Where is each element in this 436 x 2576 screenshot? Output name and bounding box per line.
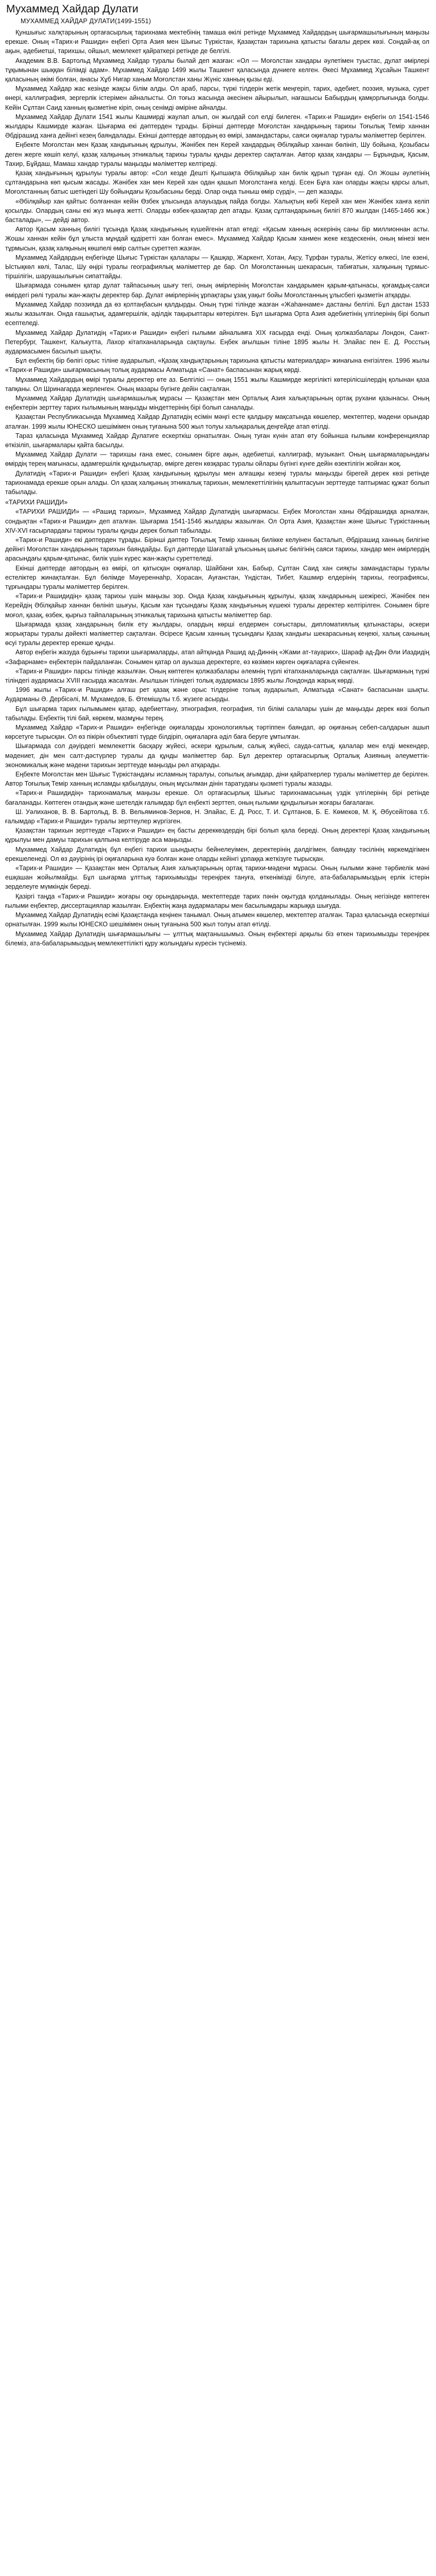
article-paragraph: 1996 жылы «Тарих-и Рашиди» алғаш рет қазақ және орыс тілдеріне толық аударылып, Алматыда «Санат» баспасынан шықты. Аударманы Ә. Дербісәлі, М. Мұхамедов, Б. Өтемішұлы т.б. жүзеге асырды. bbox=[5, 686, 429, 703]
article-title: Мухаммед Хайдар Дулати bbox=[6, 3, 138, 15]
article-paragraph: «Тарих-и Рашидидің» тарихнамалық маңызы ерекше. Ол ортағасырлық Шығыс тарихнамасының үздік үлгілерінің бірі ретінде бағаланады. Көптеген отандық және шетелдік ғалымдар бұл еңбекті зерттеп, оның ғылыми құндылығын жоғары бағалаған. bbox=[5, 789, 429, 806]
article-paragraph: Мұхаммед Хайдардың өмірі туралы деректер өте аз. Белгілісі — оның 1551 жылы Кашмирде жергілікті көтерілісшілердің қолынан қаза тапқаны. Ол Шринагарда жерленген. Оның мазары бүгінге дейін сақталған. bbox=[5, 376, 429, 393]
article-paragraph: «Тарих-и Рашиди» екі дәптерден тұрады. Бірінші дәптер Тоғылық Темір ханның билікке келуінен басталып, Әбдірашид ханның билігіне дейінгі Моғолстан хандарының тарихын баяндайды. Бұл дәптерде Шағатай ұлысының шығыс бөлігінің саяси тарихы, хандар мен әмірлердің арасындағы қарым-қатынас, билік үшін күрес жан-жақты суреттеледі. bbox=[5, 536, 429, 563]
article-paragraph: Қазіргі таңда «Тарих-и Рашиди» жоғары оқу орындарында, мектептерде тарих пәнін оқытуда қолданылады. Оның негізінде көптеген ғылыми еңбектер, диссертациялар жазылған. Еңбектің жаңа аудармалары мен басылымдары жарыққа шығуда. bbox=[5, 892, 429, 909]
article-paragraph: «Тарих-и Рашиди» парсы тілінде жазылған. Оның көптеген қолжазбалары әлемнің түрлі кітапханаларында сақталған. Шығарманың түркі тіліндегі аудармасы XVIII ғасырда жасалған. Ағылшын тіліндегі толық аудармасы 1895 жылы Лондонда жарық көрді. bbox=[5, 667, 429, 685]
article-paragraph: Дулатидің «Тарих-и Рашиди» еңбегі Қазақ хандығының құрылуы мен алғашқы кезеңі туралы маңызды бірегей дерек көзі ретінде тарихнамада ерекше орын алады. Ол қазақ халқының этникалық тарихын, мемлекеттілігінің қалыптасуын зерттеуде таптырмас құжат болып табылады. bbox=[5, 469, 429, 496]
article-paragraph: «ТАРИХИ РАШИДИ» — «Рашид тарихы», Мұхаммед Хайдар Дулатидің шығармасы. Еңбек Моғолстан ханы Әбдірашидқа арналған, сондықтан «Тарих-и Рашиди» деп аталған. Шығарма 1541-1546 жылдары жазылған. Ол Орта Азия, Қазақстан және Шығыс Түркістанның XIV-XVI ғасырлардағы тарихы туралы құнды дерек болып табылады. bbox=[5, 508, 429, 534]
article-paragraph: «Тарих-и Рашидидің» қазақ тарихы үшін маңызы зор. Онда Қазақ хандығының құрылуы, қазақ хандарының шежіресі, Жәнібек пен Керейдің Әбілқайыр ханнан бөлініп шығуы, Қасым хан тұсындағы Қазақ хандығының күшеюі туралы деректер келтірілген. Сонымен бірге моғол, қазақ, өзбек, қырғыз тайпаларының этникалық тарихына қатысты мәліметтер бар. bbox=[5, 592, 429, 619]
article-paragraph: «ТАРИХИ РАШИДИ» bbox=[5, 499, 68, 506]
article-paragraph: Шығармада қазақ хандарының билік ету жылдары, олардың көрші елдермен соғыстары, дипломатиялық қатынастары, әскери жорықтары туралы дәйекті мәліметтер сақталған. Әсіресе Қасым ханның тұсындағы Қазақ хандығы шекарасының кеңеюі, халық санының өсуі туралы деректер ерекше құнды. bbox=[5, 620, 429, 647]
article-paragraph: Мұхаммед Хайдар Дулатидің шығармашылығы — ұлттық мақтанышымыз. Оның еңбектері арқылы біз өткен тарихымызды тереңірек білеміз, ата-бабаларымыздың мемлекеттілікті құру жолындағы күресін түсінеміз. bbox=[5, 930, 429, 947]
article-paragraph: Қазақ хандығының құрылуы туралы автор: «Сол кезде Дешті Қыпшақта Әбілқайыр хан билік құрып тұрған еді. Ол Жошы әулетінің сұлтандарына көп қысым жасады. Жәнібек хан мен Керей хан одан қашып Моғолстанға келді. Есен Бұға хан оларды жақсы қарсы алып, Моғолстанның батыс шетіндегі Шу бойындағы Қозыбасыны берді. Олар онда тыныш өмір сүрді», — деп жазады. bbox=[5, 170, 429, 196]
article-paragraph: Мұхаммед Хайдар поэзияда да өз қолтаңбасын қалдырды. Оның түркі тілінде жазған «Жаһаннаме» дастаны белгілі. Бұл дастан 1533 жылы жазылған. Онда ғашықтық, адамгершілік, әділдік тақырыптары көтерілген. Бұл шығарма Орта Азия әдебиетінің үлгілерінің бірі болып есептеледі. bbox=[5, 300, 429, 327]
article-paragraph: Шығармада сонымен қатар дулат тайпасының шығу тегі, оның әмірлерінің Моғолстан хандарымен қарым-қатынасы, қоғамдық-саяси өмірдегі рөлі туралы жан-жақты деректер бар. Дулат әмірлерінің ұрпақтары ұзақ уақыт бойы Моғолстанның ұлысбегі қызметін атқарды. bbox=[5, 282, 429, 299]
article-paragraph: Автор Қасым ханның билігі тұсында Қазақ хандығының күшейгенін атап өтеді: «Қасым ханның әскерінің саны бір миллионнан асты. Жошы ханнан кейін бұл ұлыста мұндай құдіретті хан болған емес». Мұхаммед Хайдар Қасым ханмен жеке кездескенін, оның мінезі мен тұрмысын, қазақ халқының көшпелі өмір салтын суреттеп жазған. bbox=[5, 226, 429, 252]
article-paragraph: Еңбекте Моғолстан мен Шығыс Түркістандағы исламның таралуы, сопылық ағымдар, діни қайраткерлер туралы мәліметтер де берілген. Автор Тоғылық Темір ханның исламды қабылдауы, оның мұсылман дінін таратудағы қызметі туралы жазады. bbox=[5, 771, 429, 788]
article-paragraph: Қуншығыс халқтарының ортағасырлық тарихнама мектебінің тамаша өкілі ретінде Мұхаммед Хайдардың шығармашылығының маңызы ерекше. Оның «Тарих-и Рашиди» еңбегі Орта Азия мен Шығыс Түркістан, Қазақстан тарихына қатысты бағалы дерек көзі. Сондай-ақ ол ақын, әдебиетші, тарихшы, ойшыл, мемлекет қайраткері ретінде де белгілі. bbox=[5, 29, 429, 55]
article-paragraph: Мұхаммед Хайдар Дулатидің шығармашылық мұрасы — Қазақстан мен Орталық Азия халықтарының ортақ рухани қазынасы. Оның еңбектерін зерттеу тарих ғылымының маңызды міндеттерінің бірі болып саналады. bbox=[5, 394, 429, 412]
article-paragraph: Мұхаммед Хайдар Дулати — тарихшы ғана емес, сонымен бірге ақын, әдебиетші, каллиграф, музыкант. Оның шығармаларындағы өмірдің терең мағынасы, адамгершілік құндылықтар, өмірге деген көзқарас туралы ойлары бүгінгі күнге дейін өзектілігін жойған жоқ. bbox=[5, 451, 429, 468]
article-paragraph: Шығармада сол дәуірдегі мемлекеттік басқару жүйесі, әскери құрылым, салық жүйесі, сауда-саттық, қалалар мен елді мекендер, мәдениет, дін мен салт-дәстүрлер туралы да құнды мәліметтер бар. Бұл деректер ортағасырлық Орталық Азияның әлеуметтік-экономикалық және мәдени тарихын зерттеуде маңызды рөл атқарады. bbox=[5, 742, 429, 769]
article-paragraph: «Тарих-и Рашиди» — Қазақстан мен Орталық Азия халықтарының ортақ тарихи-мәдени мұрасы. Оның ғылыми және тәрбиелік мәні ешқашан жойылмайды. Бұл шығарма ұлттық тарихымызды тереңірек тануға, өткенімізді білуге, ата-бабаларымыздың ерлік істерін зерделеуге мүмкіндік береді. bbox=[5, 865, 429, 891]
article-paragraph: Мұхаммед Хайдар Дулатидің есімі Қазақстанда кеңінен танымал. Оның атымен көшелер, мектептер аталған. Тараз қаласында ескерткіші орнатылған. 1999 жылы ЮНЕСКО шешімімен оның туғанына 500 жыл толуы атап өтілді. bbox=[5, 911, 429, 928]
article-paragraph: Мұхаммед Хайдар Дулатидің бұл еңбегі тарихи шындықты бейнелеуімен, деректерінің дәлдігімен, баяндау тәсілінің көркемдігімен ерекшеленеді. Ол өз дәуірінің ірі оқиғаларына куә болған және оларды кейінгі ұрпаққа жеткізуге тырысқан. bbox=[5, 845, 429, 862]
article-paragraph: Бұл шығарма тарих ғылымымен қатар, әдебиеттану, этнография, география, тіл білімі салалары үшін де маңызды дерек көзі болып табылады. Еңбектің тілі бай, көркем, мазмұны терең. bbox=[5, 705, 429, 722]
article-paragraph: Мұхаммед Хайдардың еңбегінде Шығыс Түркістан қалалары — Қашқар, Жаркент, Хотан, Ақсу, Тұрфан туралы, Жетісу өлкесі, Іле өзені, Ыстықкөл көлі, Талас, Шу өңірі туралы географиялық мәліметтер де бар. Ол Моғолстанның шекарасын, табиғатын, халқының тұрмыс-тіршілігін, шаруашылығын сипаттайды. bbox=[5, 253, 429, 280]
article-paragraph: Мұхаммед Хайдар Дулатидің «Тарих-и Рашиди» еңбегі ғылыми айналымға XIX ғасырда енді. Оның қолжазбалары Лондон, Санкт-Петербург, Ташкент, Калькутта, Лахор кітапханаларында сақтаулы. Еңбек ағылшын тіліне 1895 жылы Н. Элайас пен Е. Д. Росстың аудармасымен басылып шықты. bbox=[5, 329, 429, 355]
article-paragraph: Қазақстан Республикасында Мұхаммед Хайдар Дулатидің есімін мәңгі есте қалдыру мақсатында көшелер, мектептер, мәдени орындар аталған. 1999 жылы ЮНЕСКО шешімімен оның туғанына 500 жыл толуы халықаралық деңгейде атап өтілді. bbox=[5, 413, 429, 430]
article-paragraph: Мұхаммед Хайдар «Тарих-и Рашиди» еңбегінде оқиғаларды хронологиялық тәртіппен баяндап, әр оқиғаның себеп-салдарын ашып көрсетуге тырысқан. Ол өз пікірін объективті түрде білдіріп, оқиғаларға әділ баға беруге ұмтылған. bbox=[5, 724, 429, 741]
article-paragraph: Бұл еңбектің бір бөлігі орыс тіліне аударылып, «Қазақ хандықтарының тарихына қатысты материалдар» жинағына енгізілген. 1996 жылы «Тарих-и Рашиди» шығармасының толық аудармасы Алматыда «Санат» баспасынан жарық көрді. bbox=[5, 357, 429, 374]
article-paragraph: Қазақстан тарихын зерттеуде «Тарих-и Рашиди» ең басты дереккөздердің бірі болып қала береді. Оның деректері Қазақ хандығының құрылуы мен дамуы тарихын қалпына келтіруде аса маңызды. bbox=[5, 827, 429, 844]
article-body bbox=[5, 28, 429, 948]
article-paragraph: «Әбілқайыр хан қайтыс болғаннан кейін Өзбек ұлысында алауыздық пайда болды. Халықтың көбі Керей хан мен Жәнібек ханға келіп қосылды. Олардың саны екі жүз мыңға жетті. Оларды өзбек-қазақтар деп атады. Қазақ сұлтандарының билігі 870 жылдан (1465-1466 жж.) басталады», — дейді автор. bbox=[5, 197, 429, 224]
article-paragraph: Академик В.В. Бартольд Мұхаммед Хайдар туралы былай деп жазған: «Ол — Моғолстан хандары әулетімен туыстас, дулат әмірлері тұқымынан шыққан білімді адам». Мұхаммед Хайдар 1499 жылы Ташкент қаласында дүниеге келген. Әкесі Мұхаммед Хұсайын Ташкент қаласының әкімі болған, анасы Хұб Нигар ханым Моғолстан ханы Жүніс ханның қызы еді. bbox=[5, 57, 429, 83]
article-paragraph: Тараз қаласында Мұхаммед Хайдар Дулатиге ескерткіш орнатылған. Оның туған күнін атап өту бойынша ғылыми конференциялар өткізіліп, шығармалары қайта басылды. bbox=[5, 432, 429, 449]
article-paragraph: Мұхаммед Хайдар жас кезінде жақсы білім алды. Ол араб, парсы, түркі тілдерін жетік меңгеріп, тарих, әдебиет, поэзия, музыка, сурет өнері, каллиграфия, зергерлік істерімен айналысты. Ол тоғыз жасында әкесінен айырылып, нағашысы Бабырдың қамқорлығында болды. Кейін Сұлтан Саид ханның қызметіне кіріп, оның сенімді әміріне айналды. bbox=[5, 85, 429, 111]
article-paragraph: Ш. Уәлиханов, В. В. Бартольд, В. В. Вельяминов-Зернов, Н. Элайас, Е. Д. Росс, Т. И. Сұлтанов, Б. Е. Көмеков, М. Қ. Әбусейітова т.б. ғалымдар «Тарих-и Рашиди» туралы зерттеулер жүргізген. bbox=[5, 808, 429, 825]
article-subtitle: МУХАММЕД ХАЙДАР ДУЛАТИ(1499-1551) bbox=[21, 18, 151, 25]
article-paragraph: Екінші дәптерде автордың өз өмірі, ол қатысқан оқиғалар, Шайбани хан, Бабыр, Сұлтан Саид хан сияқты замандастары туралы естеліктер жинақталған. Бұл бөлімде Мәуереннаһр, Хорасан, Ауғанстан, Үндістан, Тибет, Кашмир елдерінің тарихы, географиясы, тұрғындары туралы мәліметтер берілген. bbox=[5, 564, 429, 590]
article-paragraph: Мұхаммед Хайдар Дулати 1541 жылы Кашмирді жаулап алып, он жылдай сол елді билеген. «Тарих-и Рашиди» еңбегін ол 1541-1546 жылдары Кашмирде жазған. Шығарма екі дәптерден тұрады. Бірінші дәптерде Моғолстан хандарының тарихы Тоғылық Темір ханнан Әбдірашид ханға дейінгі кезең баяндалады. Екінші дәптерде автордың өз өмірі, замандастары, саяси оқиғалар туралы мәліметтер берілген. bbox=[5, 113, 429, 140]
article-paragraph: Еңбекте Моғолстан мен Қазақ хандығының құрылуы, Жәнібек пен Керей хандардың Әбілқайыр ханнан бөлініп, Шу бойына, Қозыбасы деген жерге көшіп келуі, қазақ халқының этникалық тарихы туралы құнды деректер сақталған. Автор қазақ хандары — Бұрындық, Қасым, Тахир, Бұйдаш, Мамаш хандар туралы маңызды мәліметтер келтіреді. bbox=[5, 141, 429, 167]
article-paragraph: Автор еңбегін жазуда бұрынғы тарихи шығармаларды, атап айтқанда Рашид ад-Диннің «Жами ат-тауарих», Шараф ад-Дин Әли Иаздидің «Зафарнаме» еңбектерін пайдаланған. Сонымен қатар ол ауызша деректерге, өз көзімен көрген оқиғаларға сүйенген. bbox=[5, 649, 429, 666]
